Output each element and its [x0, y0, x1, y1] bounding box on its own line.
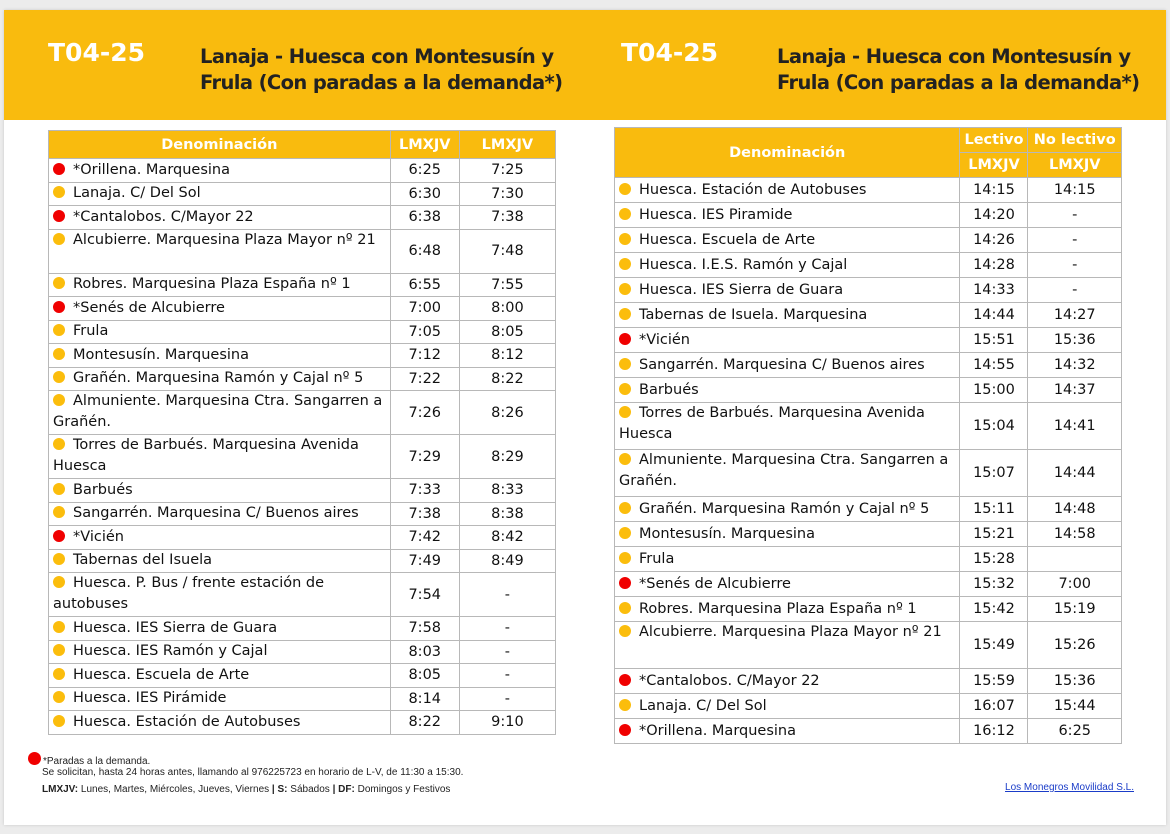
table-row	[615, 253, 1122, 278]
table-row	[615, 694, 1122, 719]
table-row	[49, 344, 556, 368]
route-code-left: T04-25	[48, 38, 146, 67]
departure-time: 15:42	[960, 597, 1028, 622]
stop-name: Torres de Barbués. Marquesina Avenida Huesca	[53, 437, 359, 474]
regular-stop-dot-icon	[53, 371, 65, 383]
table-row	[615, 669, 1122, 694]
departure-time: 7:49	[390, 549, 459, 573]
departure-time: 7:25	[459, 159, 555, 183]
stop-name-cell	[615, 328, 960, 353]
stop-name: Huesca. IES Ramón y Cajal	[73, 643, 268, 660]
stop-name: *Cantalobos. C/Mayor 22	[639, 672, 820, 689]
table-row	[49, 479, 556, 503]
stop-name: Tabernas de Isuela. Marquesina	[639, 306, 868, 323]
table-row	[49, 526, 556, 550]
departure-time: 6:55	[390, 273, 459, 297]
stop-name-cell	[49, 687, 391, 711]
stop-name-cell	[615, 694, 960, 719]
departure-time: 6:38	[390, 206, 459, 230]
departure-time: 14:26	[960, 228, 1028, 253]
stop-name-cell	[49, 479, 391, 503]
departure-time: 14:48	[1028, 497, 1122, 522]
stop-name: *Vicién	[639, 331, 690, 348]
regular-stop-dot-icon	[619, 552, 631, 564]
on-demand-stop-dot-icon	[619, 577, 631, 589]
table-row	[615, 328, 1122, 353]
col-header-lectivo: Lectivo	[960, 128, 1028, 153]
departure-time: 7:22	[390, 367, 459, 391]
table-row	[49, 640, 556, 664]
stop-name: Almuniente. Marquesina Ctra. Sangarren a Grañén.	[619, 452, 949, 489]
departure-time: -	[1028, 278, 1122, 303]
departure-time: 6:30	[390, 182, 459, 206]
stop-name-cell	[49, 320, 391, 344]
table-row	[615, 622, 1122, 669]
legend-key: DF:	[338, 784, 355, 795]
departure-time: 14:15	[1028, 178, 1122, 203]
col-header-days: LMXJV	[459, 131, 555, 159]
departure-time: 7:38	[390, 502, 459, 526]
table-row	[615, 228, 1122, 253]
stop-name: Sangarrén. Marquesina C/ Buenos aires	[639, 356, 925, 373]
stop-name: Sangarrén. Marquesina C/ Buenos aires	[73, 505, 359, 522]
table-row	[49, 502, 556, 526]
header-banner	[4, 10, 1166, 120]
stop-name: Huesca. I.E.S. Ramón y Cajal	[639, 256, 848, 273]
departure-time: 8:00	[459, 297, 555, 321]
stop-name-cell	[49, 502, 391, 526]
departure-time: 7:26	[390, 391, 459, 435]
table-row	[49, 391, 556, 435]
stop-name-cell	[615, 597, 960, 622]
stop-name-cell	[615, 203, 960, 228]
stop-name: Lanaja. C/ Del Sol	[73, 185, 201, 202]
on-demand-stop-dot-icon	[53, 301, 65, 313]
departure-time: 8:49	[459, 549, 555, 573]
route-title-left: Lanaja - Huesca con Montesusín y Frula (Con paradas a la demanda*)	[200, 45, 563, 94]
stop-name-cell	[615, 353, 960, 378]
stop-name-cell	[615, 378, 960, 403]
table-row	[615, 278, 1122, 303]
stop-name: Barbués	[639, 381, 699, 398]
departure-time: 14:27	[1028, 303, 1122, 328]
departure-time: 15:21	[960, 522, 1028, 547]
departure-time: 8:22	[459, 367, 555, 391]
regular-stop-dot-icon	[53, 394, 65, 406]
legend-text: Sábados	[287, 784, 333, 795]
departure-time: 14:58	[1028, 522, 1122, 547]
legend-separator: |	[332, 784, 336, 795]
departure-time: 15:59	[960, 669, 1028, 694]
legend-text: Lunes, Martes, Miércoles, Jueves, Viernes	[78, 784, 272, 795]
col-header-days: LMXJV	[390, 131, 459, 159]
table-row	[49, 297, 556, 321]
departure-time: 14:32	[1028, 353, 1122, 378]
stop-name: *Cantalobos. C/Mayor 22	[73, 208, 254, 225]
stop-name-cell	[615, 522, 960, 547]
departure-time: 14:28	[960, 253, 1028, 278]
departure-time: -	[459, 573, 555, 617]
table-row	[49, 182, 556, 206]
departure-time: 7:42	[390, 526, 459, 550]
departure-time: 15:32	[960, 572, 1028, 597]
on-demand-dot-icon	[28, 752, 41, 765]
stop-name: Huesca. IES Sierra de Guara	[639, 281, 844, 298]
regular-stop-dot-icon	[619, 233, 631, 245]
on-demand-stop-dot-icon	[53, 530, 65, 542]
table-row	[49, 320, 556, 344]
departure-time: 8:26	[459, 391, 555, 435]
departure-time: 8:22	[390, 711, 459, 735]
table-row	[49, 573, 556, 617]
table-row	[615, 353, 1122, 378]
on-demand-note: *Paradas a la demanda.	[43, 756, 151, 767]
booking-note: Se solicitan, hasta 24 horas antes, llamando al 976225723 en horario de L-V, de 11:30 a 15:30.	[42, 767, 464, 778]
regular-stop-dot-icon	[619, 699, 631, 711]
table-row	[615, 497, 1122, 522]
stop-name-cell	[49, 273, 391, 297]
table-row	[49, 549, 556, 573]
regular-stop-dot-icon	[619, 383, 631, 395]
stop-name-cell	[615, 303, 960, 328]
departure-time: 7:30	[459, 182, 555, 206]
departure-time: 6:25	[390, 159, 459, 183]
stop-name-cell	[615, 572, 960, 597]
departure-time: -	[459, 617, 555, 641]
departure-time: 8:33	[459, 479, 555, 503]
stop-name-cell	[49, 344, 391, 368]
departure-time: 8:05	[390, 664, 459, 688]
legend-key: LMXJV:	[42, 784, 79, 795]
table-row	[49, 229, 556, 273]
table-row	[615, 203, 1122, 228]
stop-name: Huesca. Escuela de Arte	[639, 231, 816, 248]
stop-name: Lanaja. C/ Del Sol	[639, 697, 767, 714]
departure-time: 15:49	[960, 622, 1028, 669]
departure-time: 9:10	[459, 711, 555, 735]
regular-stop-dot-icon	[53, 691, 65, 703]
table-row	[615, 547, 1122, 572]
table-row	[615, 450, 1122, 497]
table-row	[615, 522, 1122, 547]
stop-name-cell	[615, 178, 960, 203]
stop-name-cell	[615, 278, 960, 303]
departure-time: 15:36	[1028, 328, 1122, 353]
departure-time: 14:44	[960, 303, 1028, 328]
table-row	[49, 711, 556, 735]
departure-time: 7:58	[390, 617, 459, 641]
table-row	[615, 572, 1122, 597]
stop-name: Robres. Marquesina Plaza España nº 1	[73, 276, 351, 293]
regular-stop-dot-icon	[53, 506, 65, 518]
departure-time: 6:48	[390, 229, 459, 273]
stop-name-cell	[49, 367, 391, 391]
stop-name: Torres de Barbués. Marquesina Avenida Huesca	[619, 405, 925, 442]
stop-name: *Orillena. Marquesina	[73, 161, 231, 178]
table-row	[49, 273, 556, 297]
stop-name-cell	[615, 497, 960, 522]
stop-name: *Orillena. Marquesina	[639, 722, 797, 739]
table-row	[615, 597, 1122, 622]
stop-name: *Vicién	[73, 528, 124, 545]
stop-name-cell	[49, 711, 391, 735]
departure-time: -	[459, 687, 555, 711]
table-row	[49, 435, 556, 479]
table-row	[49, 367, 556, 391]
departure-time: 8:05	[459, 320, 555, 344]
regular-stop-dot-icon	[619, 406, 631, 418]
regular-stop-dot-icon	[53, 715, 65, 727]
regular-stop-dot-icon	[53, 553, 65, 565]
departure-time: 15:19	[1028, 597, 1122, 622]
stop-name-cell	[615, 450, 960, 497]
departure-time: -	[459, 664, 555, 688]
departure-time: 15:26	[1028, 622, 1122, 669]
departure-time: 6:25	[1028, 719, 1122, 744]
stop-name: *Senés de Alcubierre	[73, 299, 225, 316]
departure-time: 15:36	[1028, 669, 1122, 694]
departure-time: 15:04	[960, 403, 1028, 450]
departure-time: 7:00	[390, 297, 459, 321]
departure-time: 14:55	[960, 353, 1028, 378]
col-header-name: Denominación	[49, 131, 391, 159]
stop-name: Barbués	[73, 481, 133, 498]
regular-stop-dot-icon	[53, 621, 65, 633]
table-row	[615, 178, 1122, 203]
timetable-return	[614, 127, 1122, 744]
table-row	[49, 687, 556, 711]
stop-name-cell	[49, 229, 391, 273]
departure-time: 7:05	[390, 320, 459, 344]
stop-name-cell	[615, 228, 960, 253]
table-row	[615, 719, 1122, 744]
on-demand-stop-dot-icon	[619, 333, 631, 345]
stop-name-cell	[615, 669, 960, 694]
company-link[interactable]: Los Monegros Movilidad S.L.	[1005, 782, 1134, 793]
stop-name: Alcubierre. Marquesina Plaza Mayor nº 21	[639, 624, 942, 640]
departure-time: 7:00	[1028, 572, 1122, 597]
departure-time: 15:11	[960, 497, 1028, 522]
regular-stop-dot-icon	[53, 186, 65, 198]
table-row	[49, 617, 556, 641]
table-row	[49, 206, 556, 230]
departure-time: 16:07	[960, 694, 1028, 719]
stop-name: Frula	[639, 550, 675, 567]
regular-stop-dot-icon	[53, 277, 65, 289]
route-title-right: Lanaja - Huesca con Montesusín y Frula (Con paradas a la demanda*)	[777, 45, 1140, 94]
table-row	[615, 403, 1122, 450]
regular-stop-dot-icon	[53, 668, 65, 680]
departure-time: 7:54	[390, 573, 459, 617]
regular-stop-dot-icon	[53, 233, 65, 245]
on-demand-stop-dot-icon	[619, 674, 631, 686]
departure-time: 16:12	[960, 719, 1028, 744]
stop-name-cell	[615, 719, 960, 744]
route-code-right: T04-25	[621, 38, 719, 67]
departure-time: 15:51	[960, 328, 1028, 353]
stop-name: Huesca. P. Bus / frente estación de autobuses	[53, 575, 325, 612]
legend-text: Domingos y Festivos	[354, 784, 451, 795]
stop-name-cell	[49, 391, 391, 435]
timetable-outbound	[48, 130, 556, 735]
stop-name-cell	[615, 403, 960, 450]
regular-stop-dot-icon	[53, 438, 65, 450]
legend-separator: |	[271, 784, 275, 795]
stop-name-cell	[49, 640, 391, 664]
departure-time: 8:03	[390, 640, 459, 664]
stop-name: Huesca. Escuela de Arte	[73, 666, 250, 683]
departure-time: 7:29	[390, 435, 459, 479]
stop-name: Alcubierre. Marquesina Plaza Mayor nº 21	[73, 231, 376, 248]
legend-key: S:	[277, 784, 288, 795]
col-header-no-lectivo: No lectivo	[1028, 128, 1122, 153]
departure-time: 7:33	[390, 479, 459, 503]
table-row	[615, 303, 1122, 328]
regular-stop-dot-icon	[53, 324, 65, 336]
stop-name: Huesca. Estación de Autobuses	[639, 181, 867, 198]
stop-name: Frula	[73, 323, 109, 340]
departure-time: -	[1028, 253, 1122, 278]
regular-stop-dot-icon	[619, 283, 631, 295]
departure-time: -	[1028, 228, 1122, 253]
stop-name: Tabernas del Isuela	[73, 552, 213, 569]
regular-stop-dot-icon	[53, 576, 65, 588]
stop-name: Montesusín. Marquesina	[73, 346, 249, 363]
departure-time: 15:07	[960, 450, 1028, 497]
col-header-name: Denominación	[615, 128, 960, 178]
stop-name: *Senés de Alcubierre	[639, 575, 791, 592]
departure-time: 14:20	[960, 203, 1028, 228]
stop-name: Huesca. Estación de Autobuses	[73, 713, 301, 730]
departure-time: 15:00	[960, 378, 1028, 403]
regular-stop-dot-icon	[619, 453, 631, 465]
timetable-card	[4, 10, 1166, 825]
departure-time: 8:12	[459, 344, 555, 368]
stop-name-cell	[49, 573, 391, 617]
col-header-days: LMXJV	[1028, 153, 1122, 178]
regular-stop-dot-icon	[619, 502, 631, 514]
footer-notes	[28, 752, 463, 795]
on-demand-stop-dot-icon	[53, 163, 65, 175]
regular-stop-dot-icon	[619, 183, 631, 195]
regular-stop-dot-icon	[619, 602, 631, 614]
stop-name: Grañén. Marquesina Ramón y Cajal nº 5	[73, 370, 364, 387]
stop-name: Huesca. IES Pirámide	[73, 690, 227, 707]
days-legend	[42, 784, 463, 795]
departure-time: 15:28	[960, 547, 1028, 572]
regular-stop-dot-icon	[53, 644, 65, 656]
departure-time: 15:44	[1028, 694, 1122, 719]
stop-name-cell	[49, 159, 391, 183]
regular-stop-dot-icon	[53, 483, 65, 495]
regular-stop-dot-icon	[53, 348, 65, 360]
regular-stop-dot-icon	[619, 308, 631, 320]
stop-name: Grañén. Marquesina Ramón y Cajal nº 5	[639, 500, 930, 517]
departure-time: 14:41	[1028, 403, 1122, 450]
departure-time: 7:48	[459, 229, 555, 273]
stop-name-cell	[49, 435, 391, 479]
table-row	[615, 378, 1122, 403]
stop-name: Huesca. IES Piramide	[639, 206, 793, 223]
departure-time: 8:42	[459, 526, 555, 550]
departure-time: 8:29	[459, 435, 555, 479]
stop-name-cell	[49, 664, 391, 688]
on-demand-stop-dot-icon	[53, 210, 65, 222]
stop-name-cell	[615, 547, 960, 572]
regular-stop-dot-icon	[619, 208, 631, 220]
table-row	[49, 664, 556, 688]
regular-stop-dot-icon	[619, 625, 631, 637]
departure-time: 14:44	[1028, 450, 1122, 497]
departure-time	[1028, 547, 1122, 572]
stop-name-cell	[49, 526, 391, 550]
departure-time: 7:55	[459, 273, 555, 297]
stop-name-cell	[49, 617, 391, 641]
departure-time: 8:14	[390, 687, 459, 711]
departure-time: 14:33	[960, 278, 1028, 303]
stop-name-cell	[49, 206, 391, 230]
stop-name: Almuniente. Marquesina Ctra. Sangarren a Grañén.	[53, 393, 383, 430]
departure-time: 14:37	[1028, 378, 1122, 403]
table-row	[49, 159, 556, 183]
departure-time: 8:38	[459, 502, 555, 526]
regular-stop-dot-icon	[619, 527, 631, 539]
stop-name: Huesca. IES Sierra de Guara	[73, 619, 278, 636]
stop-name: Montesusín. Marquesina	[639, 525, 815, 542]
departure-time: -	[1028, 203, 1122, 228]
stop-name: Robres. Marquesina Plaza España nº 1	[639, 600, 917, 617]
col-header-days: LMXJV	[960, 153, 1028, 178]
on-demand-stop-dot-icon	[619, 724, 631, 736]
regular-stop-dot-icon	[619, 258, 631, 270]
stop-name-cell	[615, 622, 960, 669]
stop-name-cell	[49, 297, 391, 321]
departure-time: -	[459, 640, 555, 664]
departure-time: 7:12	[390, 344, 459, 368]
departure-time: 7:38	[459, 206, 555, 230]
stop-name-cell	[49, 182, 391, 206]
regular-stop-dot-icon	[619, 358, 631, 370]
stop-name-cell	[49, 549, 391, 573]
stop-name-cell	[615, 253, 960, 278]
departure-time: 14:15	[960, 178, 1028, 203]
